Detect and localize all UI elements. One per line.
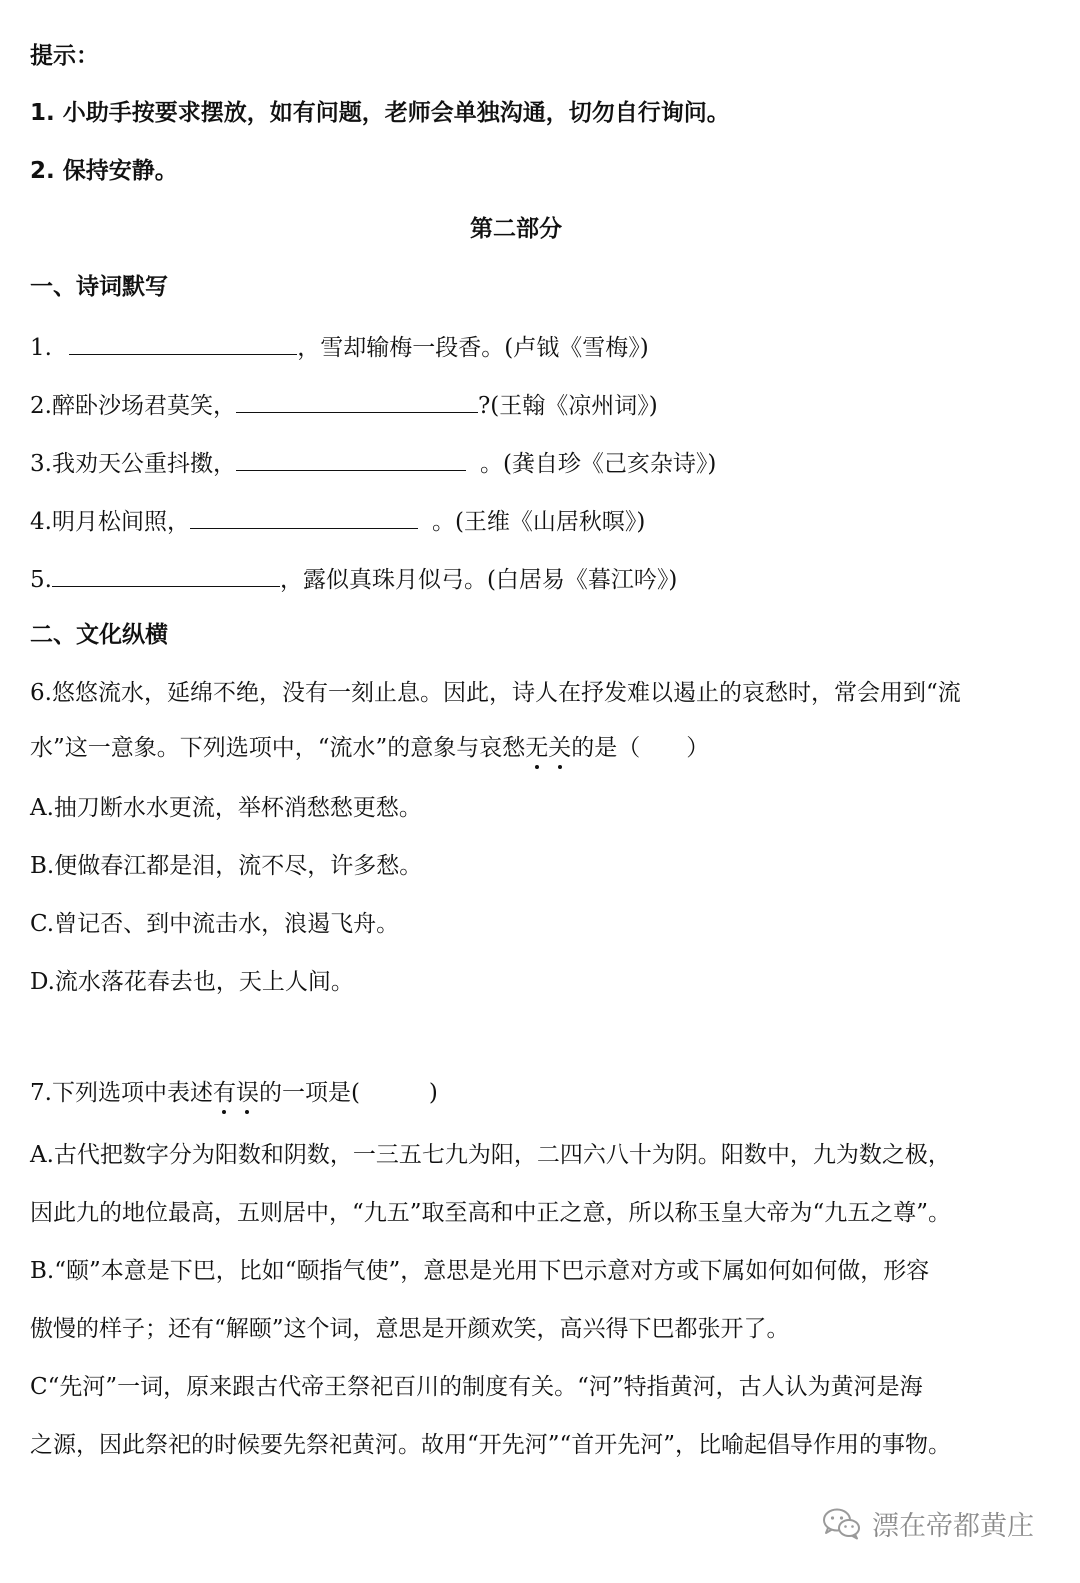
question-1-text: ，雪却输梅一段香。(卢钺《雪梅》)	[297, 335, 649, 361]
question-6-stem-text: 水”这一意象。下列选项中，“流水”的意象与哀愁	[30, 735, 526, 761]
question-2	[30, 392, 658, 418]
wechat-icon	[822, 1507, 862, 1541]
watermark-text: 漂在帝都黄庄	[872, 1511, 1034, 1542]
emphasis-dot-wu: 无	[525, 735, 549, 761]
question-6-stem-line-2	[30, 737, 709, 760]
question-3-text: 。(龚自珍《己亥杂诗》)	[479, 451, 717, 477]
tips-item-2: 2. 保持安静。	[30, 158, 178, 184]
question-7-option-c-line-2: 之源，因此祭祀的时候要先祭祀黄河。故用“开先河”“首开先河”，比喻起倡导作用的事物。	[30, 1432, 952, 1458]
part-title: 第二部分	[470, 216, 562, 242]
question-6-option-b: B.便做春江都是泪，流不尽，许多愁。	[30, 853, 423, 879]
emphasis-dot-you: 有	[212, 1080, 236, 1106]
question-2-blank[interactable]	[236, 392, 478, 413]
question-7-stem-text: 7.下列选项中表述	[30, 1080, 213, 1106]
question-7-option-a-line-1: A.古代把数字分为阳数和阴数，一三五七九为阳，二四六八十为阴。阳数中，九为数之极，	[30, 1142, 951, 1168]
tips-item-1: 1. 小助手按要求摆放，如有问题，老师会单独沟通，切勿自行询问。	[30, 100, 730, 126]
question-4-text: 。(王维《山居秋暝》)	[431, 509, 646, 535]
emphasis-dot-wu2: 误	[235, 1080, 259, 1106]
question-5-text: ，露似真珠月似弓。(白居易《暮江吟》)	[279, 567, 678, 593]
question-5-blank[interactable]	[52, 566, 280, 587]
question-6-option-d: D.流水落花春去也，天上人间。	[30, 969, 354, 995]
question-7-answer-bracket: 的一项是( )	[258, 1080, 438, 1106]
question-7-option-b-line-1: B.“颐”本意是下巴，比如“颐指气使”，意思是光用下巴示意对方或下属如何如何做，形容	[30, 1258, 930, 1284]
section-1-title: 一、诗词默写	[30, 274, 168, 300]
question-3-prefix: 3.我劝天公重抖擞，	[30, 451, 236, 477]
question-7-option-c-line-1: C“先河”一词，原来跟古代帝王祭祀百川的制度有关。“河”特指黄河，古人认为黄河是海	[30, 1374, 923, 1400]
question-1-blank[interactable]	[69, 334, 297, 355]
question-6-option-c: C.曾记否、到中流击水，浪遏飞舟。	[30, 911, 400, 937]
question-2-prefix: 2.醉卧沙场君莫笑，	[30, 393, 236, 419]
question-6-answer-bracket: 的是（ ）	[571, 735, 710, 761]
question-3	[30, 450, 716, 476]
question-4	[30, 508, 645, 534]
tips-title: 提示：	[30, 43, 99, 69]
question-7-option-a-line-2: 因此九的地位最高，五则居中，“九五”取至高和中正之意，所以称玉皇大帝为“九五之尊”。	[30, 1200, 952, 1226]
emphasis-dot-guan: 关	[548, 735, 572, 761]
question-2-text: ?(王翰《凉州词》)	[477, 393, 658, 419]
question-3-blank[interactable]	[236, 450, 466, 471]
question-6-option-a: A.抽刀断水水更流，举杯消愁愁更愁。	[30, 795, 422, 821]
question-4-prefix: 4.明月松间照，	[30, 509, 190, 535]
question-7-option-b-line-2: 傲慢的样子；还有“解颐”这个词，意思是开颜欢笑，高兴得下巴都张开了。	[30, 1316, 790, 1342]
question-6-stem-line-1: 6.悠悠流水，延绵不绝，没有一刻止息。因此，诗人在抒发难以遏止的哀愁时，常会用到“流	[30, 680, 961, 706]
question-7-stem	[30, 1082, 438, 1105]
section-2-title: 二、文化纵横	[30, 622, 168, 648]
question-1-number: 1.	[30, 335, 52, 361]
question-5	[30, 566, 677, 592]
question-1	[30, 334, 649, 360]
watermark	[822, 1504, 1034, 1543]
question-5-number: 5.	[30, 567, 52, 593]
question-4-blank[interactable]	[190, 508, 418, 529]
